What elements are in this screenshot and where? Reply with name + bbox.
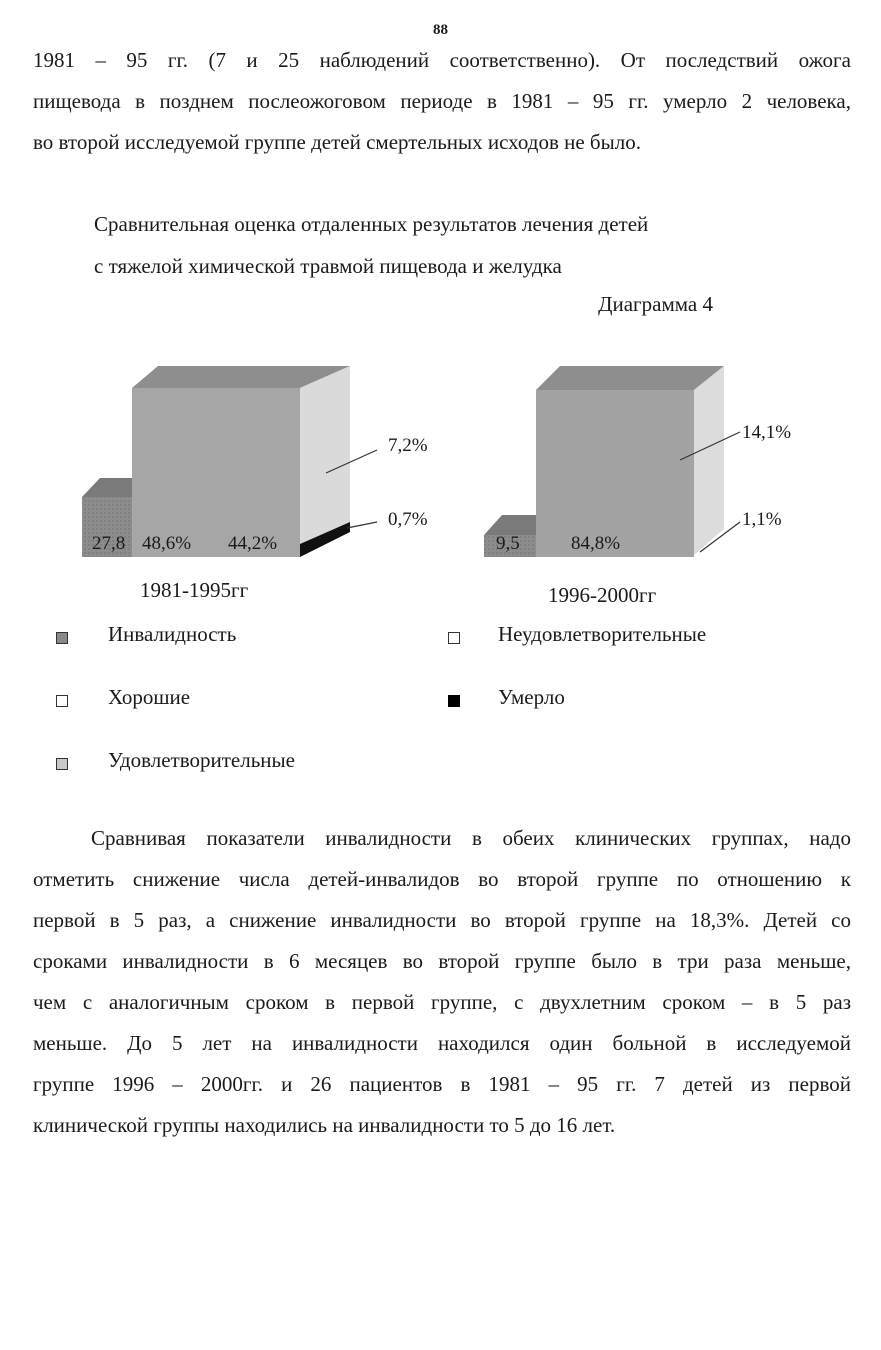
label-good-2: 84,8% [571, 533, 621, 554]
label-disability-2: 9,5 [496, 533, 520, 554]
x-category-label-1: 1981-1995гг [140, 578, 249, 602]
legend-label: Удовлетворительные [108, 748, 295, 772]
legend-label: Неудовлетворительные [498, 622, 707, 646]
paragraph-line: 1981 – 95 гг. (7 и 25 наблюдений соответственно). От последствий ожога [33, 48, 851, 72]
legend-label: Хорошие [108, 685, 191, 709]
legend-label: Умерло [498, 685, 565, 709]
legend-item-satisfactory [56, 748, 295, 772]
chart-group-1981-1995 [82, 366, 377, 557]
chart-group-1996-2000 [484, 366, 740, 557]
paragraph-line: во второй исследуемой группе детей смертельных исходов не было. [33, 130, 641, 154]
filled-square-icon [448, 695, 460, 707]
chart-title-line-2: с тяжелой химической травмой пищевода и желудка [94, 254, 562, 278]
label-satisfactory-1: 44,2% [228, 533, 278, 554]
label-good-1: 48,6% [142, 533, 192, 554]
paragraph-line: первой в 5 раз, а снижение инвалидности во второй группе на 18,3%. Детей со [33, 908, 851, 932]
x-category-label-2: 1996-2000гг [548, 583, 657, 607]
paragraph-line: клинической группы находились на инвалидности то 5 до 16 лет. [33, 1113, 616, 1137]
legend-item-disability [56, 622, 237, 646]
paragraph-line: пищевода в позднем послеожоговом периоде в 1981 – 95 гг. умерло 2 человека, [33, 89, 851, 113]
bar-good-satisfactory-1 [132, 388, 300, 557]
legend-item-good [56, 685, 191, 709]
bar-good-2 [536, 390, 694, 557]
bar-main-2-top [536, 366, 724, 390]
label-unsatisfactory-1: 7,2% [388, 435, 428, 456]
paragraph-line: группе 1996 – 2000гг. и 26 пациентов в 1981 – 95 гг. 7 детей из первой [33, 1072, 851, 1096]
bar-unsatisfactory-2 [694, 366, 724, 555]
label-died-2: 1,1% [742, 509, 782, 530]
legend-item-died [448, 685, 565, 709]
diagram-label: Диаграмма 4 [598, 292, 713, 316]
light-square-icon [56, 758, 68, 770]
paragraph-line: чем с аналогичным сроком в первой группе, с двухлетним сроком – в 5 раз [33, 990, 851, 1014]
paragraph-line: сроками инвалидности в 6 месяцев во второй группе было в три раза меньше, [33, 949, 851, 973]
label-disability-1: 27,8 [92, 533, 126, 554]
label-unsatisfactory-2: 14,1% [742, 422, 792, 443]
dotted-square-icon [56, 632, 68, 644]
empty-square-icon [448, 632, 460, 644]
paragraph-line: Сравнивая показатели инвалидности в обеих клинических группах, надо [91, 826, 851, 850]
empty-square-icon [56, 695, 68, 707]
bottom-paragraph [33, 818, 851, 1146]
paragraph-line: отметить снижение числа детей-инвалидов во второй группе по отношению к [33, 867, 851, 891]
legend-item-unsatisfactory [448, 622, 707, 646]
paragraph-line: меньше. До 5 лет на инвалидности находился один больной в исследуемой [33, 1031, 851, 1055]
legend-label: Инвалидность [108, 622, 237, 646]
label-died-1: 0,7% [388, 509, 428, 530]
bar-unsatisfactory-1 [300, 366, 350, 544]
page-number: 88 [433, 22, 448, 38]
leader-line-died-1 [347, 522, 377, 528]
chart-title-line-1: Сравнительная оценка отдаленных результатов лечения детей [94, 212, 649, 236]
